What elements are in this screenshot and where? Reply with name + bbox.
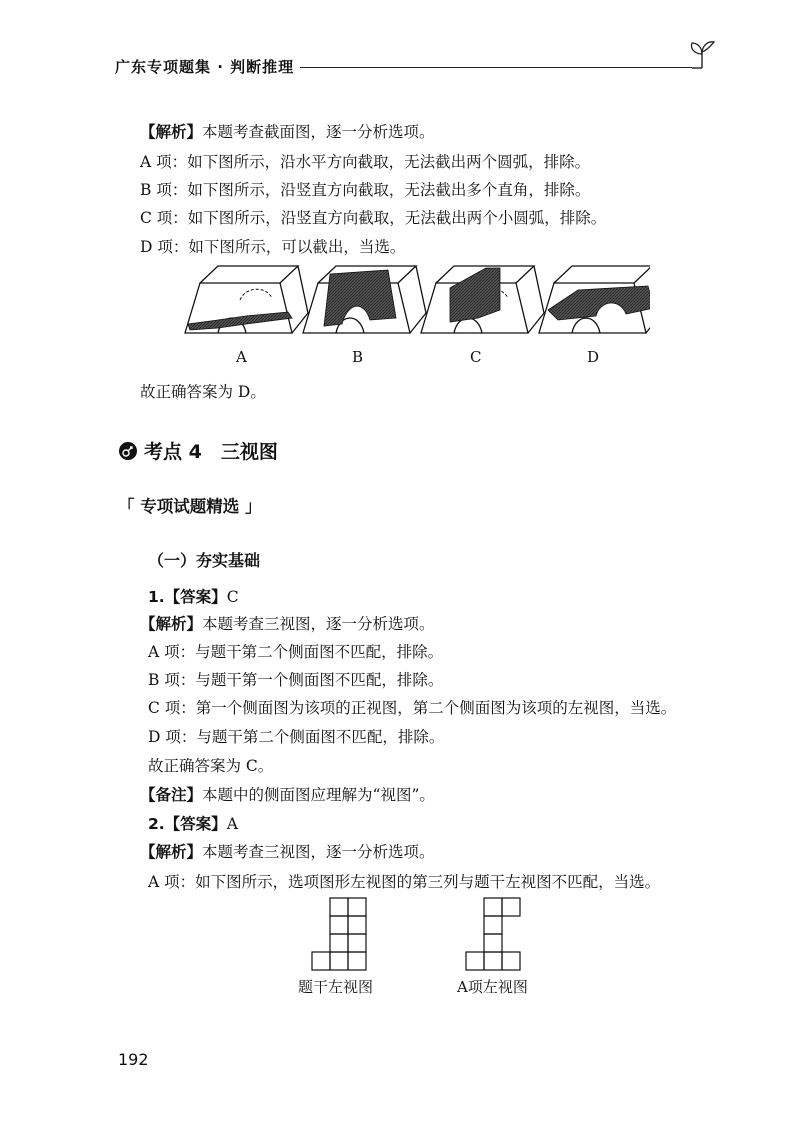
q2-analysis-tag: 【解析】 (140, 843, 203, 861)
q1-note-text: 本题中的侧面图应理解为“视图”。 (202, 786, 435, 804)
q1-analysis-text: 本题考查三视图，逐一分析选项。 (202, 615, 435, 633)
q1-answer-tag: 1.【答案】 (148, 588, 227, 606)
option-a-left-view-grid (466, 898, 520, 970)
q1-analysis-line (140, 612, 435, 634)
page-number: 192 (118, 1050, 149, 1069)
figure-c (421, 266, 544, 333)
cross-section-figures (180, 258, 650, 348)
q2-analysis-text: 本题考查三视图，逐一分析选项。 (202, 843, 435, 861)
q2-answer: A (226, 815, 238, 833)
level-title: （一）夯实基础 (148, 551, 261, 570)
analysis-tag: 【解析】 (140, 123, 203, 141)
figure-a (185, 266, 308, 333)
q1-analysis-tag: 【解析】 (140, 615, 203, 633)
section-subtitle: 「 专项试题精选 」 (118, 497, 262, 516)
q1-note-line (140, 783, 435, 805)
stem-left-view-label: 题干左视图 (298, 978, 374, 996)
option-a-line: A 项：如下图所示，沿水平方向截取，无法截出两个圆弧，排除。 (140, 153, 591, 171)
figure-label-d: D (587, 348, 600, 366)
option-a-left-view-label: A项左视图 (457, 978, 528, 996)
q1-option-b: B 项：与题干第一个侧面图不匹配，排除。 (148, 671, 444, 689)
figure-b (303, 266, 426, 333)
figure-label-c: C (470, 348, 482, 366)
q1-option-d: D 项：与题干第二个侧面图不匹配，排除。 (148, 728, 445, 746)
header-rule (300, 67, 692, 68)
stem-left-view-grid (312, 898, 366, 970)
analysis-line (140, 120, 435, 142)
section-title: 考点 4 三视图 (144, 441, 278, 463)
option-d-line: D 项：如下图所示，可以截出，当选。 (140, 238, 406, 256)
figure-d (539, 266, 650, 333)
q2-analysis-line (140, 840, 435, 862)
q1-option-c: C 项：第一个侧面图为该项的正视图，第二个侧面图为该项的左视图，当选。 (148, 699, 677, 717)
left-view-figures (300, 896, 540, 972)
analysis-text: 本题考查截面图，逐一分析选项。 (202, 123, 435, 141)
q1-answer: C (226, 588, 239, 606)
q1-answer-line (148, 585, 239, 607)
option-b-line: B 项：如下图所示，沿竖直方向截取，无法截出多个直角，排除。 (140, 181, 591, 199)
q2-answer-tag: 2.【答案】 (148, 815, 227, 833)
q1-conclusion: 故正确答案为 C。 (148, 757, 274, 775)
section-bullet-icon (118, 441, 138, 461)
figure-label-a: A (236, 348, 247, 366)
part1-conclusion: 故正确答案为 D。 (140, 383, 266, 401)
q2-option-a: A 项：如下图所示，选项图形左视图的第三列与题干左视图不匹配，当选。 (148, 873, 661, 891)
q1-note-tag: 【备注】 (140, 786, 203, 804)
header-title: 广东专项题集 · 判断推理 (115, 58, 295, 76)
sprout-icon (688, 38, 718, 70)
figure-label-b: B (352, 348, 364, 366)
q2-answer-line (148, 812, 238, 834)
option-c-line: C 项：如下图所示，沿竖直方向截取，无法截出两个小圆弧，排除。 (140, 209, 607, 227)
q1-option-a: A 项：与题干第二个侧面图不匹配，排除。 (148, 643, 444, 661)
